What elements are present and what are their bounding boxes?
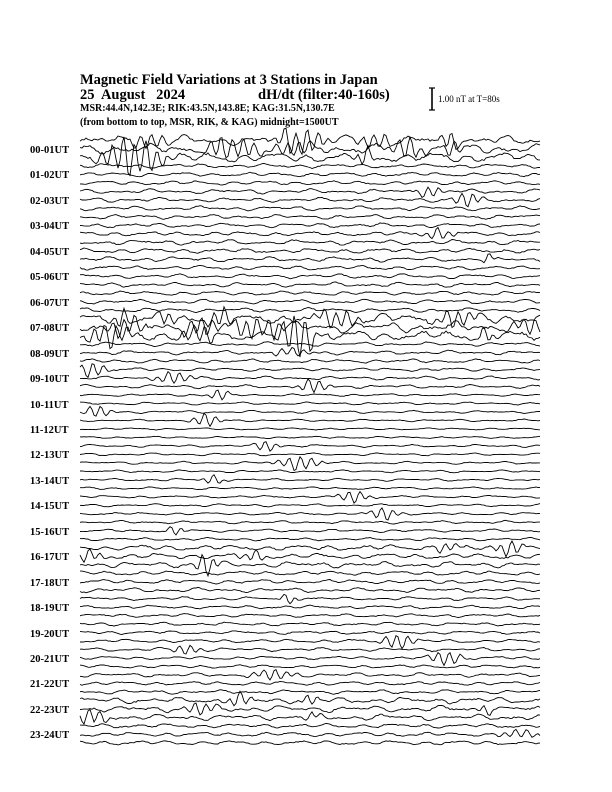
trace-kag-19-20UT bbox=[80, 622, 540, 626]
trace-rik-23-24UT bbox=[80, 729, 540, 737]
trace-kag-03-04UT bbox=[80, 215, 540, 220]
trace-kag-23-24UT bbox=[80, 724, 540, 729]
row-label-18-19UT: 18-19UT bbox=[30, 603, 70, 615]
row-label-23-24UT: 23-24UT bbox=[30, 730, 70, 742]
trace-msr-07-08UT bbox=[80, 316, 540, 357]
trace-rik-01-02UT bbox=[80, 172, 540, 177]
trace-msr-19-20UT bbox=[80, 636, 540, 649]
trace-kag-15-16UT bbox=[80, 520, 540, 524]
trace-rik-14-15UT bbox=[80, 504, 540, 507]
trace-msr-02-03UT bbox=[80, 206, 540, 211]
row-label-04-05UT: 04-05UT bbox=[30, 246, 70, 258]
trace-kag-08-09UT bbox=[80, 342, 540, 347]
row-label-06-07UT: 06-07UT bbox=[30, 297, 70, 309]
row-label-21-22UT: 21-22UT bbox=[30, 679, 70, 691]
trace-rik-10-11UT bbox=[80, 402, 540, 405]
trace-kag-12-13UT bbox=[80, 442, 540, 451]
trace-kag-16-17UT bbox=[80, 541, 540, 557]
trace-rik-15-16UT bbox=[80, 527, 540, 535]
trace-rik-07-08UT bbox=[80, 315, 540, 340]
trace-msr-06-07UT bbox=[80, 308, 540, 313]
trace-kag-06-07UT bbox=[80, 291, 540, 295]
trace-rik-19-20UT bbox=[80, 631, 540, 635]
trace-kag-04-05UT bbox=[80, 240, 540, 246]
row-label-16-17UT: 16-17UT bbox=[30, 552, 70, 564]
trace-rik-06-07UT bbox=[80, 299, 540, 304]
trace-msr-10-11UT bbox=[80, 406, 540, 416]
trace-msr-04-05UT bbox=[80, 254, 540, 263]
trace-rik-03-04UT bbox=[80, 223, 540, 228]
trace-msr-17-18UT bbox=[80, 587, 540, 592]
trace-kag-13-14UT bbox=[80, 470, 540, 473]
row-label-00-01UT: 00-01UT bbox=[30, 145, 70, 156]
trace-msr-01-02UT bbox=[80, 181, 540, 185]
trace-msr-15-16UT bbox=[80, 537, 540, 541]
row-label-22-23UT: 22-23UT bbox=[30, 704, 70, 716]
row-label-15-16UT: 15-16UT bbox=[30, 526, 70, 538]
row-label-17-18UT: 17-18UT bbox=[30, 577, 70, 589]
trace-rik-13-14UT bbox=[80, 475, 540, 483]
trace-msr-20-21UT bbox=[80, 665, 540, 668]
trace-msr-09-10UT bbox=[80, 379, 540, 393]
trace-rik-05-06UT bbox=[80, 274, 540, 279]
trace-kag-07-08UT bbox=[80, 307, 540, 328]
trace-rik-16-17UT bbox=[80, 549, 540, 562]
station-list: MSR:44.4N,142.3E; RIK:43.5N,143.8E; KAG:31.5N,130.7E bbox=[80, 103, 335, 114]
trace-msr-05-06UT bbox=[80, 282, 540, 287]
row-label-20-21UT: 20-21UT bbox=[30, 654, 70, 665]
row-label-01-02UT: 01-02UT bbox=[30, 170, 70, 182]
trace-msr-11-12UT bbox=[80, 436, 540, 438]
trace-kag-02-03UT bbox=[80, 187, 540, 197]
row-label-02-03UT: 02-03UT bbox=[30, 195, 70, 207]
row-label-14-15UT: 14-15UT bbox=[30, 501, 70, 513]
trace-kag-14-15UT bbox=[80, 492, 540, 504]
trace-kag-18-19UT bbox=[80, 594, 540, 603]
row-label-07-08UT: 07-08UT bbox=[30, 323, 70, 335]
trace-kag-05-06UT bbox=[80, 265, 540, 270]
trace-msr-21-22UT bbox=[80, 690, 540, 695]
trace-kag-11-12UT bbox=[80, 413, 540, 426]
row-label-19-20UT: 19-20UT bbox=[30, 628, 70, 640]
trace-msr-08-09UT bbox=[80, 359, 540, 363]
trace-kag-17-18UT bbox=[80, 571, 540, 575]
row-label-08-09UT: 08-09UT bbox=[30, 348, 70, 360]
trace-kag-21-22UT bbox=[80, 670, 540, 680]
row-label-03-04UT: 03-04UT bbox=[30, 221, 70, 233]
trace-msr-22-23UT bbox=[80, 710, 540, 725]
trace-msr-23-24UT bbox=[80, 741, 540, 745]
trace-order-note: (from bottom to top, MSR, RIK, & KAG) midnight=1500UT bbox=[80, 117, 339, 128]
trace-rik-17-18UT bbox=[80, 580, 540, 585]
row-label-13-14UT: 13-14UT bbox=[30, 475, 70, 487]
trace-rik-02-03UT bbox=[80, 193, 540, 206]
row-label-12-13UT: 12-13UT bbox=[30, 450, 70, 462]
trace-rik-21-22UT bbox=[80, 682, 540, 686]
chart-date: 25 August 2024 bbox=[80, 87, 186, 103]
trace-rik-12-13UT bbox=[80, 453, 540, 456]
trace-rik-11-12UT bbox=[80, 428, 540, 430]
row-label-09-10UT: 09-10UT bbox=[30, 374, 70, 386]
scale-label: 1.00 nT at T=80s bbox=[438, 94, 500, 104]
trace-msr-03-04UT bbox=[80, 227, 540, 238]
row-label-11-12UT: 11-12UT bbox=[30, 424, 69, 436]
trace-kag-10-11UT bbox=[80, 390, 540, 400]
trace-msr-13-14UT bbox=[80, 487, 540, 490]
trace-kag-09-10UT bbox=[80, 364, 540, 378]
trace-rik-22-23UT bbox=[80, 703, 540, 715]
row-label-05-06UT: 05-06UT bbox=[30, 272, 70, 284]
trace-msr-14-15UT bbox=[80, 508, 540, 520]
trace-msr-12-13UT bbox=[80, 457, 540, 471]
trace-rik-18-19UT bbox=[80, 605, 540, 609]
chart-quantity: dH/dt (filter:40-160s) bbox=[258, 87, 390, 103]
trace-kag-22-23UT bbox=[80, 691, 540, 706]
trace-kag-01-02UT bbox=[80, 164, 540, 169]
chart-title: Magnetic Field Variations at 3 Stations in Japan bbox=[80, 72, 378, 88]
trace-rik-20-21UT bbox=[80, 653, 540, 666]
trace-kag-20-21UT bbox=[80, 645, 540, 654]
trace-rik-04-05UT bbox=[80, 248, 540, 253]
trace-msr-18-19UT bbox=[80, 614, 540, 618]
row-label-10-11UT: 10-11UT bbox=[30, 399, 69, 411]
